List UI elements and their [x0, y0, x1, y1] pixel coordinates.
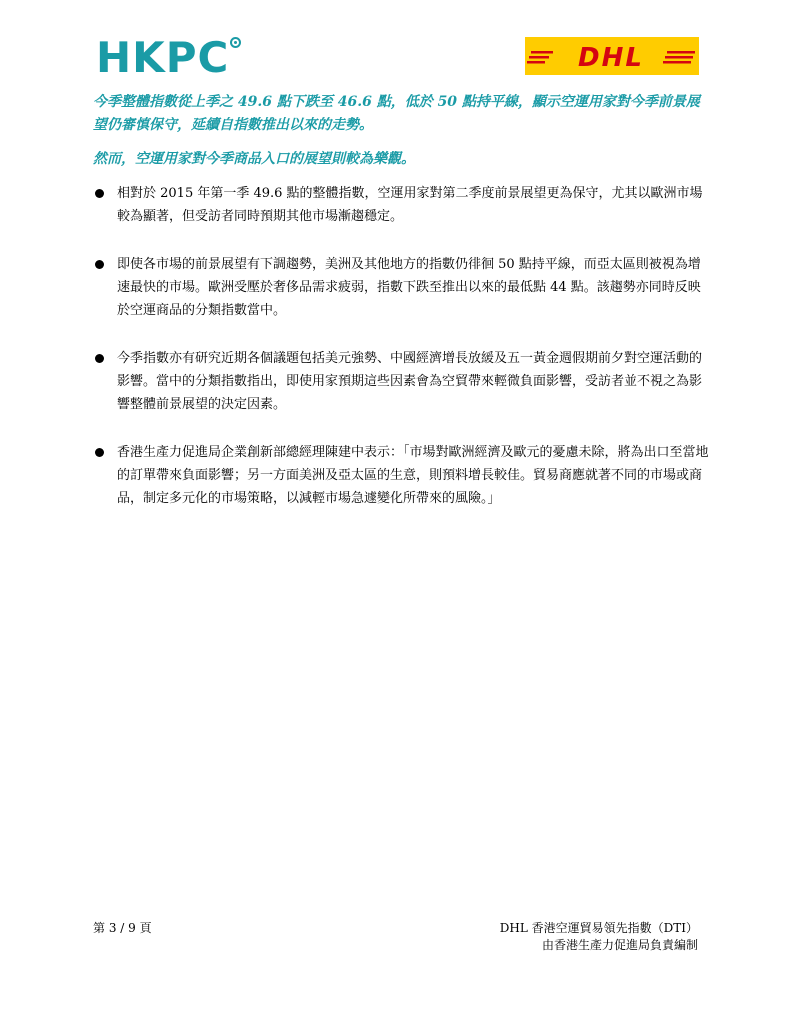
list-item-text: 今季指數亦有研究近期各個議題包括美元強勢、中國經濟增長放緩及五一黃金週假期前夕對空運活動的影響。當中的分類指數指出，即使用家預期這些因素會為空貿帶來輕微負面影響，受訪者並不視之為影響整體前景展望的決定因素。 [117, 351, 703, 412]
list-item-text: 相對於 2015 年第一季 49.6 點的整體指數，空運用家對第二季度前景展望更為保守，尤其以歐洲市場較為顯著，但受訪者同時預期其他市場漸趨穩定。 [117, 186, 703, 224]
dhl-logo-text: DHL [578, 43, 644, 73]
hkpc-logo-text: HKPC [96, 33, 230, 82]
list-item [93, 182, 713, 228]
bullet-dot-icon [95, 189, 104, 198]
page-number: 第 3 / 9 頁 [93, 921, 152, 935]
hkpc-circle-mark-icon [230, 37, 241, 48]
bullet-dot-icon [95, 354, 104, 363]
list-item-text: 即使各市場的前景展望有下調趨勢，美洲及其他地方的指數仍徘徊 50 點持平線，而亞太區則被視為增速最快的市場。歐洲受壓於奢侈品需求疲弱，指數下跌至推出以來的最低點 44 點。該趨勢亦同時反映於空運商品的分類指數當中。 [117, 257, 701, 318]
list-item [93, 253, 713, 322]
footer-doc-info [500, 920, 698, 954]
headline-import-outlook: 然而，空運用家對今季商品入口的展望則較為樂觀。 [93, 151, 415, 167]
dhl-logo-graphic [525, 37, 699, 75]
list-item [93, 347, 713, 416]
bullet-dot-icon [95, 260, 104, 269]
dhl-logo [525, 37, 699, 75]
list-item-text: 香港生產力促進局企業創新部總經理陳建中表示：「市場對歐洲經濟及歐元的憂慮未除，將為出口至當地的訂單帶來負面影響；另一方面美洲及亞太區的生意，則預料增長較佳。貿易商應就著不同的市場或商品，制定多元化的市場策略，以減輕市場急遽變化所帶來的風險。」 [117, 445, 709, 506]
bullet-list [93, 182, 713, 535]
hkpc-logo [96, 34, 241, 82]
footer-compiled-by: 由香港生產力促進局負責編制 [541, 938, 698, 952]
list-item [93, 441, 713, 510]
bullet-dot-icon [95, 448, 104, 457]
footer-doc-title: DHL 香港空運貿易領先指數（DTI） [499, 921, 698, 935]
headline-summary: 今季整體指數從上季之 49.6 點下跌至 46.6 點，低於 50 點持平線，顯示空運用家對今季前景展望仍審慎保守，延續自指數推出以來的走勢。 [93, 94, 700, 133]
